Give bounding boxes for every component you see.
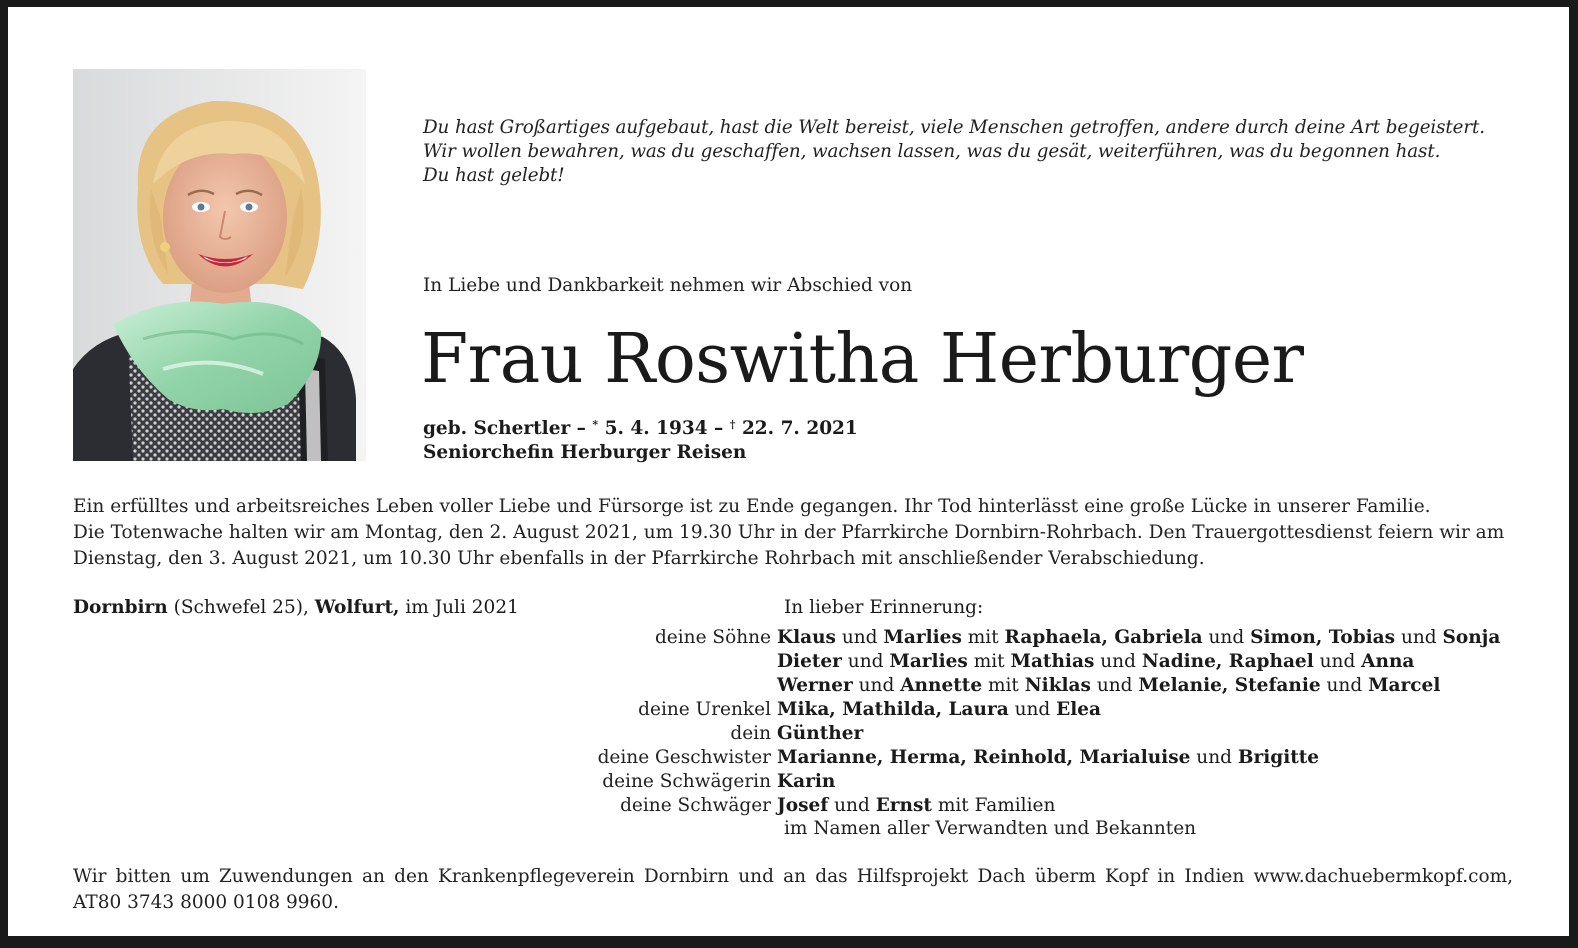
place-date <box>73 597 519 618</box>
relative-name: Marlies <box>883 627 962 648</box>
closing-line: im Namen aller Verwandten und Bekannten <box>784 818 1197 839</box>
paragraph-life: Ein erfülltes und arbeitsreiches Leben voller Liebe und Fürsorge ist zu Ende gegangen. Ihr Tod hinterlässt eine große Lücke in unserer Familie. <box>73 496 1431 517</box>
birth-date: 5. 4. 1934 <box>604 418 708 439</box>
maiden-name: geb. Schertler <box>423 418 571 439</box>
donation-note <box>73 864 1513 916</box>
relative-name: Ernst <box>875 795 932 816</box>
quote-line: Du hast Großartiges aufgebaut, hast die Welt bereist, viele Menschen getroffen, andere durch deine Art begeistert. <box>423 117 1485 138</box>
quote <box>423 116 1485 188</box>
connector-text: und <box>828 795 876 816</box>
connector-text: und <box>835 627 884 648</box>
quote-line: Du hast gelebt! <box>423 165 565 186</box>
relation-label: dein <box>730 723 771 744</box>
connector-text: und <box>1094 651 1142 672</box>
life-dates: geb. Schertler – * 5. 4. 1934 – † 22. 7. 2021 <box>423 418 858 439</box>
portrait-photo <box>73 69 366 461</box>
relation-label: deine Schwägerin <box>602 771 771 792</box>
relative-names <box>777 722 863 746</box>
family-row <box>448 794 1500 818</box>
connector-text: mit <box>982 675 1025 696</box>
connector-text: und <box>841 651 890 672</box>
relative-name: Werner <box>777 675 853 696</box>
relation-label: deine Schwäger <box>620 795 771 816</box>
farewell-intro: In Liebe und Dankbarkeit nehmen wir Abschied von <box>423 275 913 296</box>
relative-name: Marianne, Herma, Reinhold, Marialuise <box>777 747 1191 768</box>
relation-label: deine Urenkel <box>638 699 771 720</box>
connector-text: und <box>1190 747 1238 768</box>
relative-names <box>777 650 1414 674</box>
relative-names <box>777 794 1055 818</box>
family-list <box>448 626 1500 818</box>
relative-name: Karin <box>777 771 836 792</box>
paragraph-service-line2: Dienstag, den 3. August 2021, um 10.30 Uhr ebenfalls in der Pfarrkirche Rohrbach mit anschließender Verabschiedung. <box>73 548 1205 569</box>
family-row <box>448 674 1500 698</box>
relation-label: deine Söhne <box>654 627 771 648</box>
role: Seniorchefin Herburger Reisen <box>423 442 747 463</box>
relation-label: deine Geschwister <box>597 747 771 768</box>
relation-label <box>448 650 777 674</box>
relative-name: Günther <box>777 723 864 744</box>
donation-line2: AT80 3743 8000 0108 9960. <box>73 892 339 913</box>
relative-name: Klaus <box>777 627 836 648</box>
connector-text: und <box>1320 675 1369 696</box>
relative-name: Raphaela, Gabriela <box>1004 627 1203 648</box>
relative-name: Brigitte <box>1237 747 1320 768</box>
family-row <box>448 746 1500 770</box>
connector-text: und <box>1313 651 1362 672</box>
family-row <box>448 770 1500 794</box>
connector-text: und <box>1090 675 1139 696</box>
relative-name: Anna <box>1361 651 1415 672</box>
relative-name: Annette <box>900 675 983 696</box>
relative-name: Marcel <box>1368 675 1441 696</box>
relative-name: Elea <box>1056 699 1102 720</box>
connector-text: und <box>1008 699 1057 720</box>
family-row <box>448 650 1500 674</box>
relative-name: Mathias <box>1010 651 1095 672</box>
obituary-text <box>73 494 1513 572</box>
relative-names <box>777 746 1319 770</box>
relative-name: Simon, Tobias <box>1250 627 1396 648</box>
connector-text: mit <box>961 627 1005 648</box>
connector-text: und <box>852 675 901 696</box>
birth-symbol: * <box>592 418 599 431</box>
relative-names <box>777 770 835 794</box>
address: (Schwefel 25), <box>173 597 309 618</box>
death-symbol: † <box>729 418 736 431</box>
relation-label <box>448 674 777 698</box>
memory-heading: In lieber Erinnerung: <box>784 597 984 618</box>
relative-name: Mika, Mathilda, Laura <box>777 699 1009 720</box>
death-date: 22. 7. 2021 <box>741 418 858 439</box>
quote-line: Wir wollen bewahren, was du geschaffen, wachsen lassen, was du gesät, weiterführen, was du begonnen hast. <box>423 141 1441 162</box>
connector-text: und <box>1395 627 1443 648</box>
deceased-name: Frau Roswitha Herburger <box>421 320 1304 399</box>
relative-name: Melanie, Stefanie <box>1138 675 1321 696</box>
connector-text: mit Familien <box>931 795 1056 816</box>
family-row <box>448 626 1500 650</box>
relative-name: Nadine, Raphael <box>1141 651 1314 672</box>
donation-line1: Wir bitten um Zuwendungen an den Krankenpflegeverein Dornbirn und an das Hilfsprojekt Dach überm Kopf in Indien www.dachuebermkopf.com, <box>73 866 1513 887</box>
relative-name: Josef <box>777 795 829 816</box>
relative-names <box>777 626 1500 650</box>
city-dornbirn: Dornbirn <box>73 597 168 618</box>
relative-name: Niklas <box>1024 675 1091 696</box>
connector-text: mit <box>967 651 1011 672</box>
month-date: im Juli 2021 <box>405 597 519 618</box>
relative-name: Sonja <box>1442 627 1501 648</box>
connector-text: und <box>1202 627 1251 648</box>
city-wolfurt: Wolfurt, <box>314 597 400 618</box>
relative-names <box>777 698 1101 722</box>
paragraph-service-line1: Die Totenwache halten wir am Montag, den 2. August 2021, um 19.30 Uhr in der Pfarrkirche Dornbirn-Rohrbach. Den Trauergottesdienst feiern wir am <box>73 522 1505 543</box>
relative-name: Marlies <box>889 651 968 672</box>
relative-names <box>777 674 1440 698</box>
family-row <box>448 698 1500 722</box>
relative-name: Dieter <box>777 651 842 672</box>
family-row <box>448 722 1500 746</box>
